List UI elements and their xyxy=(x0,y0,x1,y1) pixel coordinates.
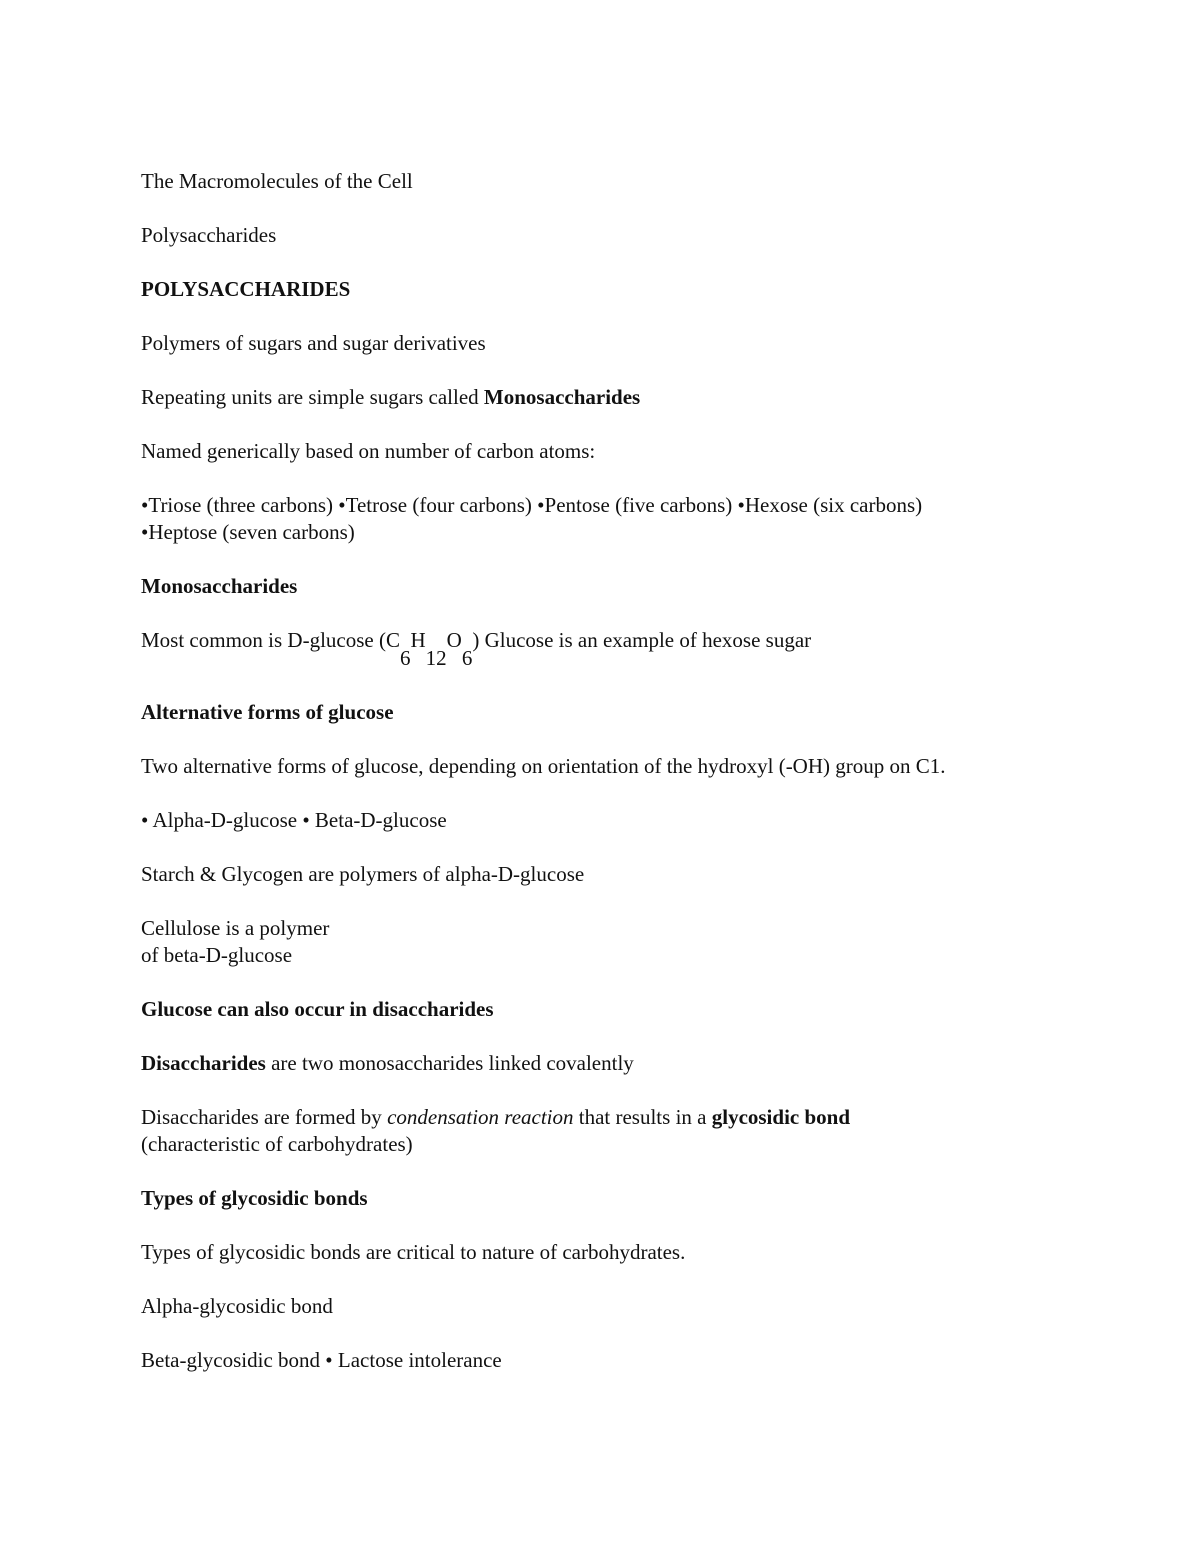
cellulose-paragraph xyxy=(141,915,1101,969)
glycosidic-bond-term: glycosidic bond xyxy=(711,1105,851,1129)
formula-h: H xyxy=(410,628,426,652)
repeating-units-paragraph xyxy=(141,384,1101,411)
formed-prefix: Disaccharides are formed by xyxy=(141,1105,388,1129)
disaccharides-term: Disaccharides xyxy=(141,1051,266,1075)
glucose-formula-paragraph xyxy=(141,627,1101,670)
carbon-list-line-2: •Heptose (seven carbons) xyxy=(141,520,355,544)
beta-bond-paragraph: Beta-glycosidic bond • Lactose intolerance xyxy=(141,1348,502,1372)
carbon-count-list xyxy=(141,492,1101,546)
types-paragraph: Types of glycosidic bonds are critical to nature of carbohydrates. xyxy=(141,1240,686,1264)
formula-h-subscript: 12 xyxy=(425,646,447,670)
heading-monosaccharides: Monosaccharides xyxy=(141,574,298,598)
formed-line-2: (characteristic of carbohydrates) xyxy=(141,1132,413,1156)
disaccharides-definition-paragraph xyxy=(141,1050,1101,1077)
condensation-paragraph xyxy=(141,1104,1101,1158)
named-generically-paragraph: Named generically based on number of carbon atoms: xyxy=(141,439,596,463)
document-title: The Macromolecules of the Cell xyxy=(141,169,413,193)
formed-middle: that results in a xyxy=(573,1105,712,1129)
polymers-paragraph: Polymers of sugars and sugar derivatives xyxy=(141,331,486,355)
heading-polysaccharides: POLYSACCHARIDES xyxy=(141,277,351,301)
glucose-prefix: Most common is D-glucose (C xyxy=(141,628,400,652)
document-subtitle: Polysaccharides xyxy=(141,223,277,247)
carbon-list-line-1: •Triose (three carbons) •Tetrose (four carbons) •Pentose (five carbons) •Hexose (six carbons) xyxy=(141,493,923,517)
condensation-reaction-term: condensation reaction xyxy=(387,1105,574,1129)
formula-o-subscript: 6 xyxy=(461,646,473,670)
starch-glycogen-paragraph: Starch & Glycogen are polymers of alpha-D-glucose xyxy=(141,862,585,886)
cellulose-line-1: Cellulose is a polymer xyxy=(141,916,330,940)
heading-types-of-bonds: Types of glycosidic bonds xyxy=(141,1186,368,1210)
heading-alternative-forms: Alternative forms of glucose xyxy=(141,700,394,724)
alpha-beta-glucose-paragraph: • Alpha-D-glucose • Beta-D-glucose xyxy=(141,808,447,832)
disaccharides-definition-text: are two monosaccharides linked covalently xyxy=(265,1051,634,1075)
monosaccharides-term: Monosaccharides xyxy=(483,385,641,409)
formula-o: O xyxy=(446,628,462,652)
document-page xyxy=(141,168,1101,1401)
alternative-forms-paragraph: Two alternative forms of glucose, depending on orientation of the hydroxyl (-OH) group on C1. xyxy=(141,754,946,778)
cellulose-line-2: of beta-D-glucose xyxy=(141,943,293,967)
alpha-bond-paragraph: Alpha-glycosidic bond xyxy=(141,1294,333,1318)
heading-disaccharides: Glucose can also occur in disaccharides xyxy=(141,997,494,1021)
repeating-units-text: Repeating units are simple sugars called xyxy=(141,385,484,409)
formula-c-subscript: 6 xyxy=(399,646,411,670)
glucose-suffix: ) Glucose is an example of hexose sugar xyxy=(472,628,812,652)
